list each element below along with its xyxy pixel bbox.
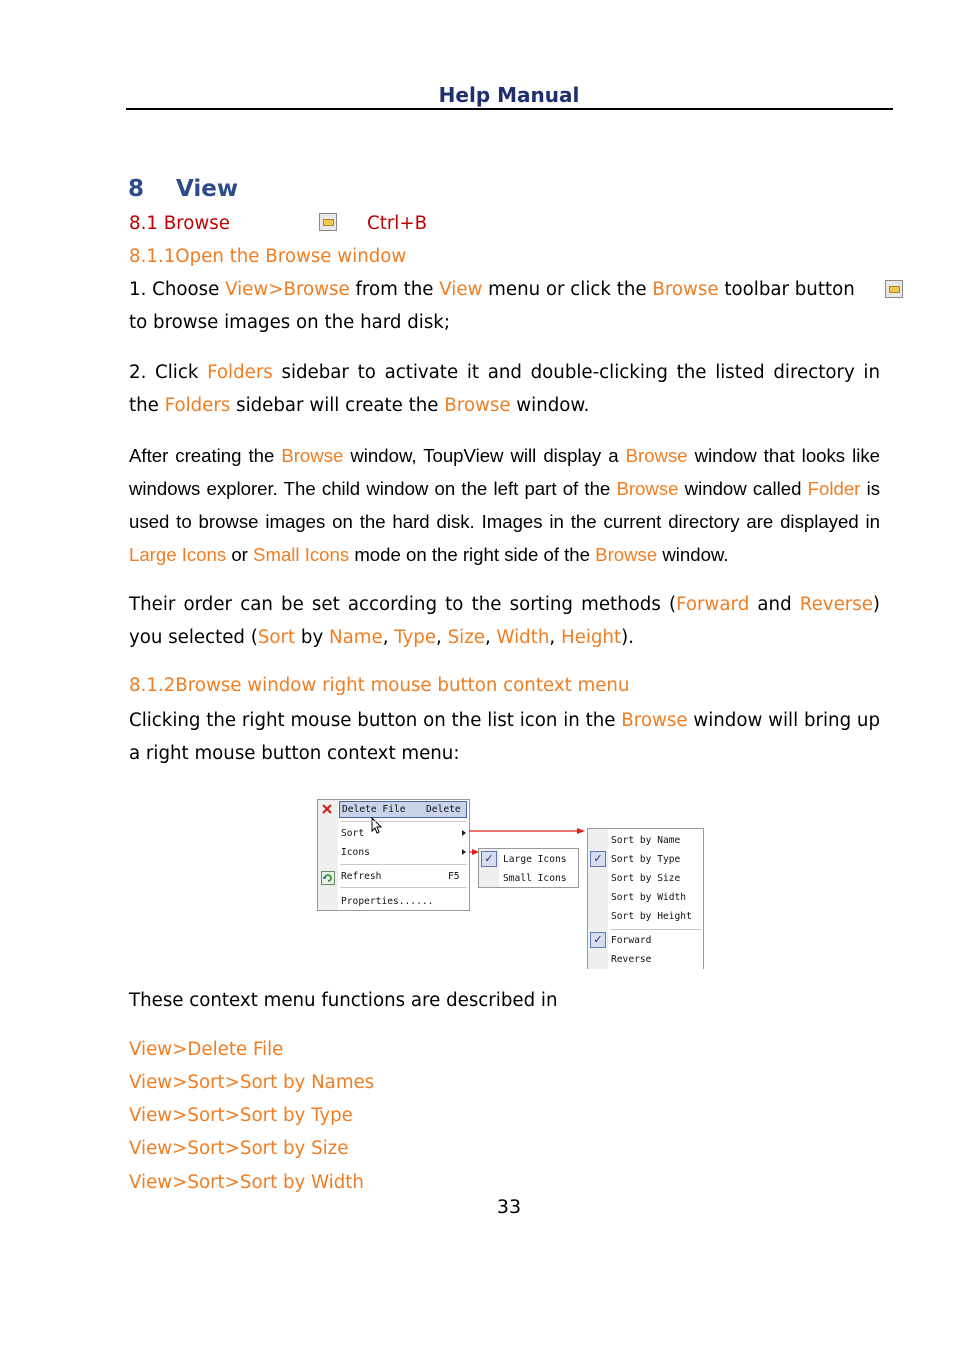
- menu-separator: [610, 929, 701, 930]
- sort-by-type-item[interactable]: Sort by Type: [611, 854, 681, 865]
- chapter-heading: [128, 176, 238, 202]
- term-browse: Browse: [595, 544, 658, 565]
- page-header-title: Help Manual: [438, 83, 580, 107]
- term-folder: Folder: [807, 478, 861, 499]
- text: and: [749, 594, 800, 615]
- term-size: Size: [447, 627, 485, 648]
- menu-gutter: [588, 829, 608, 969]
- text: Their order can be set according to the sorting methods (: [129, 594, 677, 615]
- term-browse: Browse: [625, 445, 688, 466]
- delete-file-item[interactable]: [339, 801, 467, 818]
- text: window that looks like windows explorer. The child window on the left part of the: [129, 445, 881, 499]
- menu-separator: [340, 821, 467, 822]
- text: ,: [484, 627, 497, 648]
- properties-item[interactable]: Properties......: [341, 896, 434, 907]
- paragraph-1-line-2: to browse images on the hard disk;: [129, 312, 450, 333]
- section-8-1-title: 8.1 Browse: [129, 213, 230, 234]
- check-icon: ✓: [590, 932, 606, 948]
- text: is used to browse images on the hard disk. Images in the current directory are displayed in: [129, 478, 880, 532]
- text: ).: [621, 627, 634, 648]
- chapter-number: 8: [128, 176, 145, 202]
- text: 2. Click: [129, 362, 208, 383]
- header-rule: [126, 108, 893, 110]
- term-large-icons: Large Icons: [129, 544, 227, 565]
- term-browse: Browse: [444, 395, 511, 416]
- paragraph-6: These context menu functions are described in: [129, 990, 558, 1011]
- term-reverse: Reverse: [799, 594, 873, 615]
- delete-file-label: Delete File: [342, 804, 406, 815]
- term-height: Height: [560, 627, 622, 648]
- chapter-title: View: [176, 176, 239, 202]
- term-browse: Browse: [621, 710, 688, 731]
- term-type: Type: [394, 627, 437, 648]
- sort-by-height-item[interactable]: Sort by Height: [611, 911, 692, 922]
- text: from the: [349, 279, 440, 300]
- text: window will bring up a right mouse button context menu:: [129, 710, 880, 764]
- term-folders: Folders: [164, 395, 231, 416]
- paragraph-5: [129, 704, 880, 770]
- term-folders: Folders: [207, 362, 273, 383]
- refresh-icon: [321, 871, 335, 885]
- text: ,: [382, 627, 395, 648]
- text: sidebar will create the: [230, 395, 445, 416]
- refresh-shortcut: F5: [448, 871, 460, 882]
- section-8-1-shortcut: Ctrl+B: [367, 213, 428, 234]
- text: sidebar to activate it and double-clicking the listed directory in the: [129, 362, 880, 416]
- paragraph-4: [129, 588, 880, 654]
- icons-item[interactable]: Icons: [341, 847, 370, 858]
- paragraph-3: [129, 439, 880, 571]
- text: window, ToupView will display a: [343, 445, 626, 466]
- menu-gutter: [318, 800, 338, 910]
- large-icons-item[interactable]: Large Icons: [503, 854, 567, 865]
- section-8-1-heading: [129, 213, 230, 234]
- text: 1. Choose: [129, 279, 226, 300]
- text: or: [226, 544, 254, 565]
- sort-submenu: [587, 828, 704, 969]
- paragraph-2: [129, 356, 880, 422]
- term-view-browse: View>Browse: [225, 279, 350, 300]
- term-forward: Forward: [676, 594, 750, 615]
- delete-icon: [320, 802, 334, 816]
- paragraph-1-line-1: [129, 279, 855, 300]
- browse-toolbar-icon: [885, 280, 903, 298]
- text: Clicking the right mouse button on the list icon in the: [129, 710, 622, 731]
- sort-by-width-item[interactable]: Sort by Width: [611, 892, 687, 903]
- text: ,: [436, 627, 448, 648]
- menu-separator: [340, 887, 467, 888]
- term-browse: Browse: [616, 478, 679, 499]
- term-browse: Browse: [281, 445, 344, 466]
- text: by: [295, 627, 330, 648]
- delete-shortcut: Delete: [426, 804, 461, 815]
- check-icon: ✓: [590, 851, 606, 867]
- link-sort-by-width[interactable]: View>Sort>Sort by Width: [129, 1172, 364, 1193]
- term-view: View: [439, 279, 483, 300]
- check-icon: ✓: [481, 851, 497, 867]
- mouse-cursor-icon: [371, 817, 383, 835]
- sort-by-name-item[interactable]: Sort by Name: [611, 835, 681, 846]
- small-icons-item[interactable]: Small Icons: [503, 873, 567, 884]
- refresh-item[interactable]: Refresh: [341, 871, 382, 882]
- sort-by-size-item[interactable]: Sort by Size: [611, 873, 681, 884]
- text: toolbar button: [718, 279, 855, 300]
- reverse-item[interactable]: Reverse: [611, 954, 652, 965]
- callout-arrows: [465, 824, 590, 858]
- forward-item[interactable]: Forward: [611, 935, 652, 946]
- link-delete-file[interactable]: View>Delete File: [129, 1039, 284, 1060]
- term-name: Name: [329, 627, 383, 648]
- link-sort-by-type[interactable]: View>Sort>Sort by Type: [129, 1105, 353, 1126]
- text: menu or click the: [482, 279, 653, 300]
- link-sort-by-names[interactable]: View>Sort>Sort by Names: [129, 1072, 375, 1093]
- main-context-menu: [317, 799, 470, 911]
- term-browse: Browse: [652, 279, 719, 300]
- text: After creating the: [129, 445, 282, 466]
- link-sort-by-size[interactable]: View>Sort>Sort by Size: [129, 1138, 349, 1159]
- text: window.: [510, 395, 590, 416]
- page-number: 33: [496, 1196, 522, 1218]
- menu-separator: [340, 864, 467, 865]
- term-sort: Sort: [257, 627, 296, 648]
- text: ,: [549, 627, 561, 648]
- text: ) you selected (: [129, 594, 881, 648]
- open-folder-icon: [319, 213, 337, 231]
- section-8-1-1-heading: 8.1.1Open the Browse window: [129, 246, 407, 267]
- term-small-icons: Small Icons: [253, 544, 350, 565]
- text: mode on the right side of the: [349, 544, 596, 565]
- text: window.: [657, 544, 729, 565]
- term-width: Width: [496, 627, 550, 648]
- sort-item[interactable]: Sort: [341, 828, 365, 839]
- text: window called: [678, 478, 808, 499]
- section-8-1-2-heading: 8.1.2Browse window right mouse button context menu: [129, 675, 630, 696]
